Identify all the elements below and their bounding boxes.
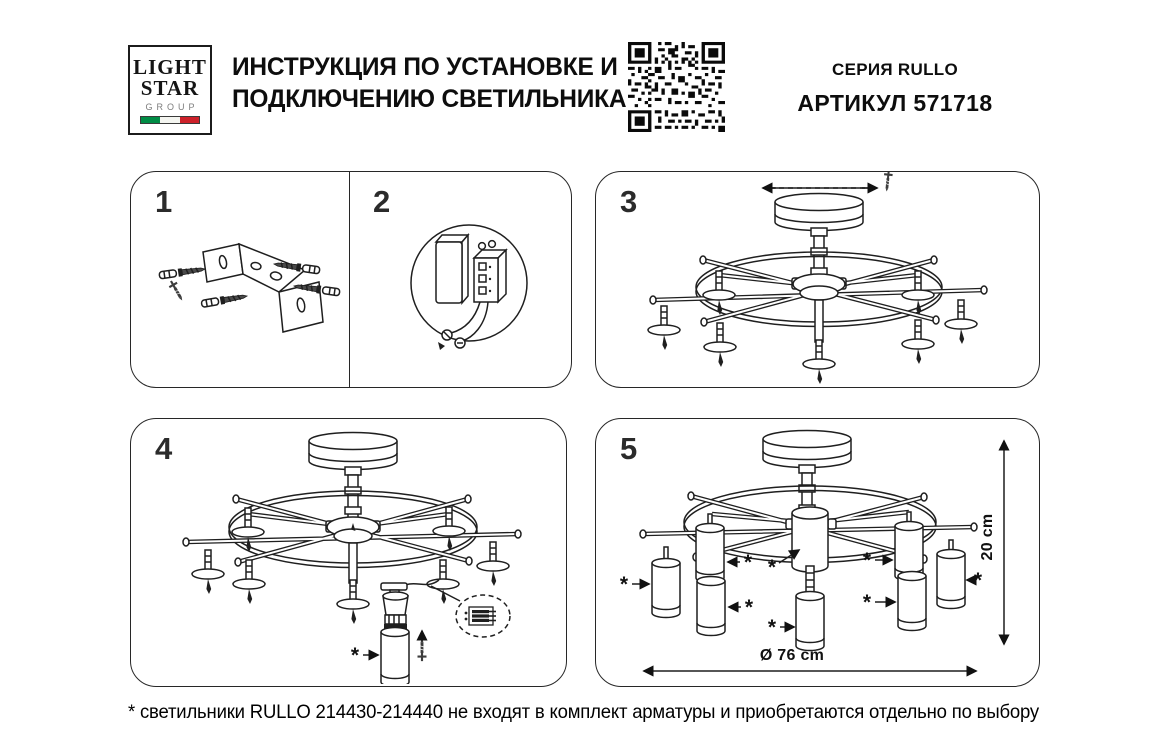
- ceiling-canopy: [309, 433, 397, 470]
- article-label: АРТИКУЛ 571718: [797, 90, 993, 116]
- terminal-block-icon: [465, 607, 496, 625]
- svg-text:*: *: [973, 569, 983, 592]
- wires: [438, 302, 488, 350]
- wiring-detail-diagram: [350, 172, 568, 386]
- lamp-cylinder: [696, 524, 724, 583]
- logo-light: LIGHT: [133, 55, 207, 79]
- lamp-cylinder: [697, 577, 725, 636]
- italian-flag-icon: [140, 116, 200, 124]
- lamp-mount-disc: [945, 300, 977, 344]
- svg-text:*: *: [767, 616, 777, 639]
- width-dimension: [644, 647, 976, 671]
- junction-box: [436, 235, 468, 303]
- ceiling-screw-icon: [882, 172, 893, 192]
- qr-code-icon: [628, 42, 725, 132]
- lamp-mount-disc: [902, 320, 934, 364]
- lamp-mount-disc: [803, 340, 835, 384]
- lamp-cylinder: [652, 559, 680, 618]
- lamp-cylinder: [937, 550, 965, 609]
- small-screw-icon: [167, 279, 186, 303]
- finished-chandelier-diagram: [596, 419, 1037, 684]
- step-3-number: 3: [620, 184, 638, 219]
- series-label: СЕРИЯ RULLO: [832, 60, 958, 79]
- mounting-bar: [763, 172, 893, 192]
- page-title: [232, 51, 626, 115]
- ceiling-canopy: [763, 431, 851, 468]
- step-5-number: 5: [620, 431, 638, 466]
- lamp-cylinder: [381, 628, 409, 685]
- logo-star: STAR: [140, 76, 200, 100]
- lamp-mount-disc: [648, 306, 680, 350]
- mounting-bracket-diagram: [131, 172, 349, 386]
- frame-assembly-diagram: [596, 172, 1037, 385]
- lamp-mount-disc: [477, 542, 509, 586]
- panel-step-3: [595, 171, 1040, 388]
- svg-text:*: *: [767, 556, 777, 579]
- svg-text:*: *: [744, 596, 754, 619]
- title-line-1: ИНСТРУКЦИЯ ПО УСТАНОВКЕ И: [232, 53, 618, 81]
- lamp-attachment-diagram: [131, 419, 564, 684]
- step-1-number: 1: [155, 184, 173, 219]
- panel-step-4: [130, 418, 567, 687]
- step-4-number: 4: [155, 431, 173, 466]
- lamp-cylinder: [898, 572, 926, 631]
- height-dimension: [979, 441, 1004, 644]
- lamp-mount-disc: [704, 323, 736, 367]
- lightstar-logo: [128, 45, 212, 135]
- svg-text:*: *: [862, 591, 872, 614]
- spot-lamp-assembly: [381, 580, 439, 684]
- lamp-mount-disc: [192, 550, 224, 594]
- lamp-mount-disc: [337, 580, 369, 624]
- logo-group: GROUP: [145, 102, 199, 112]
- footnote: * светильники RULLO 214430-214440 не входят в комплект арматуры и приобретаются отдельно по выбору: [128, 701, 1039, 723]
- center-body: [786, 507, 836, 594]
- svg-text:*: *: [619, 573, 629, 596]
- product-info: [772, 60, 1018, 117]
- height-dimension-label: 20 cm: [979, 513, 996, 561]
- lamp-cylinder: [796, 592, 824, 651]
- footnote-mark: *: [350, 644, 360, 667]
- ceiling-canopy: [775, 194, 863, 231]
- svg-text:*: *: [743, 551, 753, 574]
- panel-step-1-2: [130, 171, 572, 388]
- panel-step-5: [595, 418, 1040, 687]
- screw-and-dowel-left: [159, 265, 206, 279]
- step-2-number: 2: [373, 184, 391, 219]
- svg-text:*: *: [862, 549, 872, 572]
- fixing-screw-icon: [418, 639, 427, 662]
- detail-circle: [411, 225, 527, 341]
- center-hub: [326, 517, 380, 583]
- screw-and-dowel-bottom: [201, 292, 248, 308]
- width-dimension-label: Ø 76 cm: [759, 647, 825, 664]
- title-line-2: ПОДКЛЮЧЕНИЮ СВЕТИЛЬНИКА: [232, 85, 627, 113]
- center-hub: [792, 274, 846, 342]
- terminal-block: [474, 241, 506, 302]
